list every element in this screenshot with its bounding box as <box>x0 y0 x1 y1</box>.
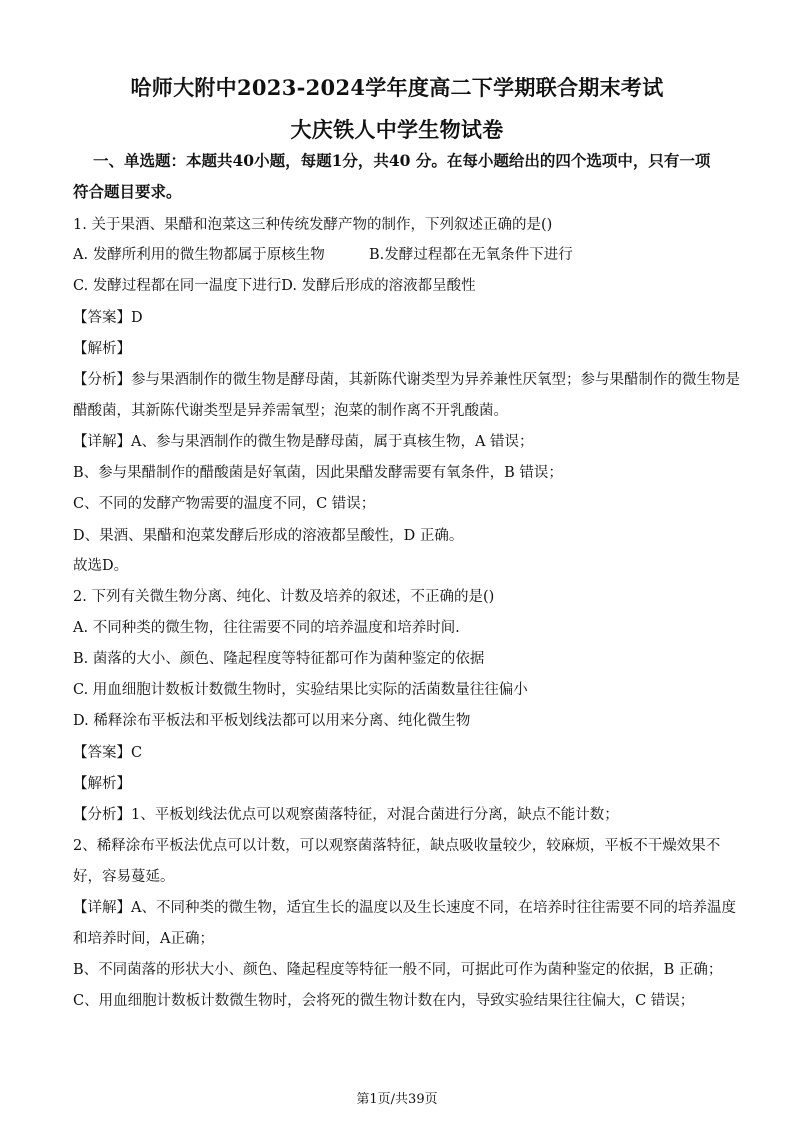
q1-analysis-label: 【解析】 <box>73 341 131 357</box>
document-subtitle: 大庆铁人中学生物试卷 <box>290 117 504 142</box>
page-number: 第1页/共39页 <box>356 1092 438 1107</box>
q1-fenxi-line1: 【分析】参与果酒制作的微生物是酵母菌，其新陈代谢类型为异养兼性厌氧型；参与果醋制作的微生物是 <box>73 372 740 388</box>
q1-stem: 1. 关于果酒、果醋和泡菜这三种传统发酵产物的制作，下列叙述正确的是() <box>73 217 553 233</box>
q1-conclusion: 故选D。 <box>73 558 129 574</box>
q2-option-b: B. 菌落的大小、颜色、隆起程度等特征都可作为菌种鉴定的依据 <box>73 651 485 667</box>
q2-xiangjie-line3: B、不同菌落的形状大小、颜色、隆起程度等特征一般不同，可据此可作为菌种鉴定的依据，B 正确； <box>73 962 723 978</box>
q1-options-cd: C. 发酵过程都在同一温度下进行D. 发酵后形成的溶液都呈酸性 <box>73 278 476 294</box>
q2-fenxi-line1: 【分析】1、平板划线法优点可以观察菌落特征，对混合菌进行分离，缺点不能计数； <box>73 807 619 823</box>
q2-xiangjie-line2: 和培养时间，A正确； <box>73 931 214 947</box>
q1-xiangjie-line3: C、不同的发酵产物需要的温度不同，C 错误； <box>73 496 376 512</box>
q1-option-b: B.发酵过程都在无氧条件下进行 <box>369 247 573 263</box>
document-title: 哈师大附中2023-2024学年度高二下学期联合期末考试 <box>130 75 664 100</box>
q2-xiangjie-line4: C、用血细胞计数板计数微生物时，会将死的微生物计数在内，导致实验结果往往偏大，C 错误； <box>73 993 695 1009</box>
q1-fenxi-line2: 醋酸菌，其新陈代谢类型是异养需氧型；泡菜的制作离不开乳酸菌。 <box>73 403 508 419</box>
q2-analysis-label: 【解析】 <box>73 776 131 792</box>
q2-option-c: C. 用血细胞计数板计数微生物时，实验结果比实际的活菌数量往往偏小 <box>73 682 528 698</box>
q2-option-d: D. 稀释涂布平板法和平板划线法都可以用来分离、纯化微生物 <box>73 713 471 729</box>
section-heading-line1: 一、单选题：本题共40小题，每题1分，共40 分。在每小题给出的四个选项中，只有一项 <box>93 151 711 170</box>
q2-stem: 2. 下列有关微生物分离、纯化、计数及培养的叙述，不正确的是() <box>73 589 495 605</box>
q2-option-a: A. 不同种类的微生物，往往需要不同的培养温度和培养时间. <box>73 620 460 636</box>
q1-answer: 【答案】D <box>73 310 143 326</box>
q1-options-ab <box>73 245 733 265</box>
q1-xiangjie-line2: B、参与果醋制作的醋酸菌是好氧菌，因此果醋发酵需要有氧条件，B 错误； <box>73 465 563 481</box>
q2-answer: 【答案】C <box>73 745 143 761</box>
q2-fenxi-line2: 2、稀释涂布平板法优点可以计数，可以观察菌落特征，缺点吸收量较少，较麻烦，平板不干燥效果不 <box>73 838 721 854</box>
section-heading-line2: 符合题目要求。 <box>73 182 182 201</box>
q2-fenxi-line3: 好，容易蔓延。 <box>73 869 175 885</box>
q2-xiangjie-line1: 【详解】A、不同种类的微生物，适宜生长的温度以及生长速度不同，在培养时往往需要不同的培养温度 <box>73 900 736 916</box>
q1-option-a: A. 发酵所利用的微生物都属于原核生物 <box>73 247 325 263</box>
q1-xiangjie-line4: D、果酒、果醋和泡菜发酵后形成的溶液都呈酸性，D 正确。 <box>73 528 464 544</box>
q1-xiangjie-line1: 【详解】A、参与果酒制作的微生物是酵母菌，属于真核生物，A 错误； <box>73 434 534 450</box>
